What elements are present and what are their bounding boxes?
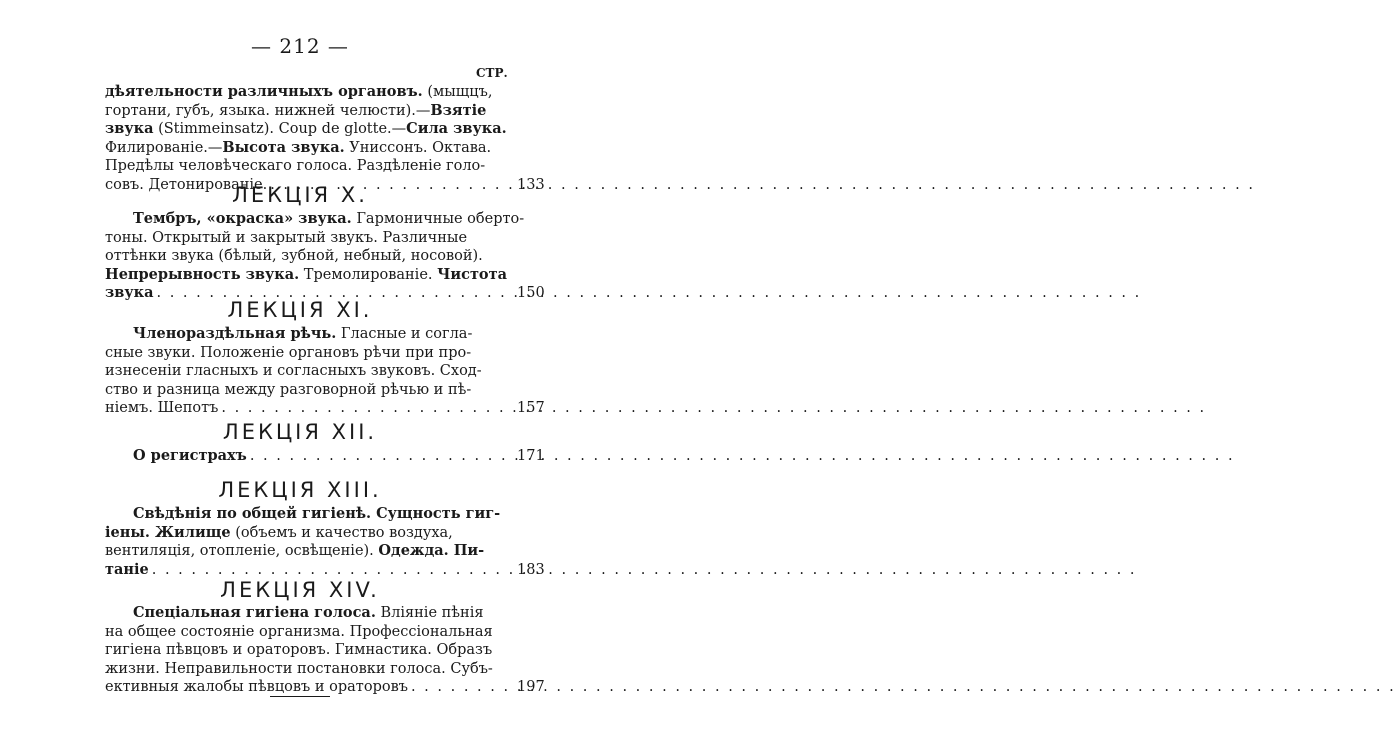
toc-text — [105, 561, 149, 580]
lecture-heading: ЛЕКЦІЯ X. — [232, 183, 368, 207]
toc-bold-text: Членораздѣльная рѣчь. — [133, 325, 337, 342]
toc-plain-text: ективныя жалобы пѣвцовъ и ораторовъ — [105, 679, 408, 695]
toc-plain-text: Филированіе.— — [105, 139, 223, 156]
toc-entry — [105, 505, 545, 579]
dot-leaders — [221, 399, 1206, 418]
toc-entry — [105, 604, 545, 697]
dot-leaders — [411, 678, 1396, 697]
lecture-heading: ЛЕКЦІЯ XIV. — [220, 578, 380, 602]
toc-text-line — [105, 604, 505, 623]
toc-text — [105, 624, 493, 640]
toc-text-line — [105, 83, 505, 102]
toc-bold-text: Свѣдѣнія по общей гигіенѣ. Сущность гиг- — [133, 505, 501, 522]
lecture-heading: ЛЕКЦІЯ XI. — [227, 298, 373, 322]
toc-plain-text: жизни. Неправильности постановки голоса. Субъ- — [105, 660, 493, 677]
toc-text-line — [105, 266, 505, 285]
toc-text-line — [105, 102, 505, 121]
toc-text-line — [105, 210, 525, 229]
lecture-heading: ЛЕКЦІЯ XIII. — [218, 478, 382, 502]
toc-text — [105, 642, 492, 658]
toc-page-number: 133 — [517, 176, 545, 193]
toc-bold-text: Спеціальная гигіена голоса. — [133, 604, 376, 621]
toc-text — [105, 363, 482, 379]
toc-text — [105, 382, 471, 398]
toc-text — [105, 345, 471, 361]
toc-plain-text: Предѣлы человѣческаго голоса. Раздѣленіе голо- — [105, 158, 486, 174]
toc-text-line — [105, 561, 505, 580]
toc-text-line — [105, 362, 505, 381]
toc-text-line — [105, 247, 505, 266]
toc-plain-text: (Stimmeinsatz). Coup de glotte.— — [153, 121, 407, 137]
book-page — [0, 0, 600, 750]
toc-text — [133, 506, 500, 522]
toc-entry — [105, 325, 545, 418]
toc-text — [105, 525, 453, 541]
toc-text — [105, 399, 218, 418]
toc-text — [133, 447, 247, 466]
toc-plain-text: (мыщцъ, — [422, 84, 493, 100]
toc-plain-text: гигіена пѣвцовъ и ораторовъ. Гимнастика. Образъ — [105, 642, 493, 658]
toc-entry — [105, 210, 545, 303]
toc-text-line — [105, 447, 505, 466]
toc-text-line — [105, 139, 505, 158]
page-number: — 212 — — [251, 34, 349, 58]
toc-text-line — [105, 542, 505, 561]
toc-text-line — [105, 325, 505, 344]
toc-plain-text: на общее состояніе организма. Профессіональная — [105, 623, 493, 640]
toc-text — [105, 121, 507, 137]
toc-text — [105, 158, 485, 174]
toc-entry — [105, 447, 545, 466]
toc-plain-text: сные звуки. Положеніе органовъ рѣчи при про- — [105, 344, 472, 361]
toc-bold-text: Сила звука. — [406, 120, 507, 137]
toc-plain-text: Тремолированіе. — [299, 266, 438, 283]
toc-text-line — [105, 641, 505, 660]
toc-bold-text: Взятіе — [430, 101, 487, 119]
toc-plain-text: Вліяніе пѣнія — [375, 605, 484, 621]
toc-plain-text: оттѣнки звука (бѣлый, зубной, небный, носовой). — [105, 248, 483, 264]
toc-bold-text: Тембръ, «окраска» звука. — [133, 210, 352, 227]
toc-plain-text: Гармоничные оберто- — [351, 211, 525, 227]
toc-text — [105, 230, 467, 246]
toc-page-number: 150 — [517, 285, 545, 301]
dot-leaders — [152, 561, 1137, 580]
toc-plain-text: тоны. Открытый и закрытый звукъ. Различные — [105, 229, 468, 246]
toc-text-line — [105, 623, 505, 642]
toc-text — [105, 103, 486, 119]
page-column-label: СТР. — [476, 66, 508, 80]
toc-bold-text: О регистрахъ — [133, 447, 247, 464]
toc-text-line — [105, 381, 505, 400]
toc-text-line — [105, 229, 505, 248]
toc-plain-text: ніемъ. Шепотъ — [105, 400, 219, 416]
toc-plain-text: изнесеніи гласныхъ и согласныхъ звуковъ. Сход- — [105, 363, 482, 379]
toc-page-number: 171 — [517, 448, 545, 464]
toc-text — [133, 326, 472, 342]
toc-text-line — [105, 344, 505, 363]
dot-leaders — [250, 447, 1235, 466]
toc-text — [105, 661, 493, 677]
toc-text-line — [105, 120, 505, 139]
toc-page-number: 157 — [517, 400, 545, 416]
toc-bold-text: іены. Жилище — [105, 523, 231, 541]
toc-text — [105, 140, 491, 156]
toc-entry — [105, 83, 545, 194]
toc-text-line — [105, 678, 505, 697]
toc-bold-text: Непрерывность звука. — [105, 265, 300, 283]
toc-plain-text: Униссонъ. Октава. — [344, 139, 492, 156]
toc-bold-text: Высота звука. — [222, 138, 345, 156]
toc-bold-text: Одежда. Пи- — [378, 542, 485, 559]
toc-plain-text: вентиляція, отопленіе, освѣщеніе). — [105, 543, 379, 559]
lecture-heading: ЛЕКЦІЯ XII. — [222, 420, 378, 444]
toc-plain-text: ство и разница между разговорной рѣчью и пѣ- — [105, 381, 472, 398]
toc-text-line — [105, 157, 505, 176]
toc-plain-text: совъ. Детонированіе. — [105, 176, 268, 193]
toc-text — [133, 211, 524, 227]
toc-text — [105, 84, 492, 100]
toc-text — [133, 605, 484, 621]
toc-bold-text: Чистота — [437, 265, 507, 283]
toc-bold-text: таніе — [105, 560, 149, 578]
toc-text — [105, 678, 408, 697]
toc-plain-text: (объемъ и качество воздуха, — [230, 524, 453, 541]
toc-bold-text: звука — [105, 120, 154, 137]
toc-text-line — [105, 399, 505, 418]
toc-text — [105, 267, 507, 283]
toc-bold-text: звука — [105, 284, 154, 301]
toc-bold-text: дѣятельности различныхъ органовъ. — [105, 83, 423, 100]
toc-text-line — [105, 524, 505, 543]
toc-text — [105, 543, 484, 559]
toc-text — [105, 248, 483, 264]
toc-page-number: 197 — [517, 679, 545, 695]
toc-text-line — [105, 505, 505, 524]
toc-plain-text: гортани, губъ, языка. нижней челюсти).— — [105, 102, 431, 119]
toc-text-line — [105, 660, 505, 679]
toc-page-number: 183 — [517, 561, 545, 578]
toc-plain-text: Гласные и согла- — [336, 326, 473, 342]
